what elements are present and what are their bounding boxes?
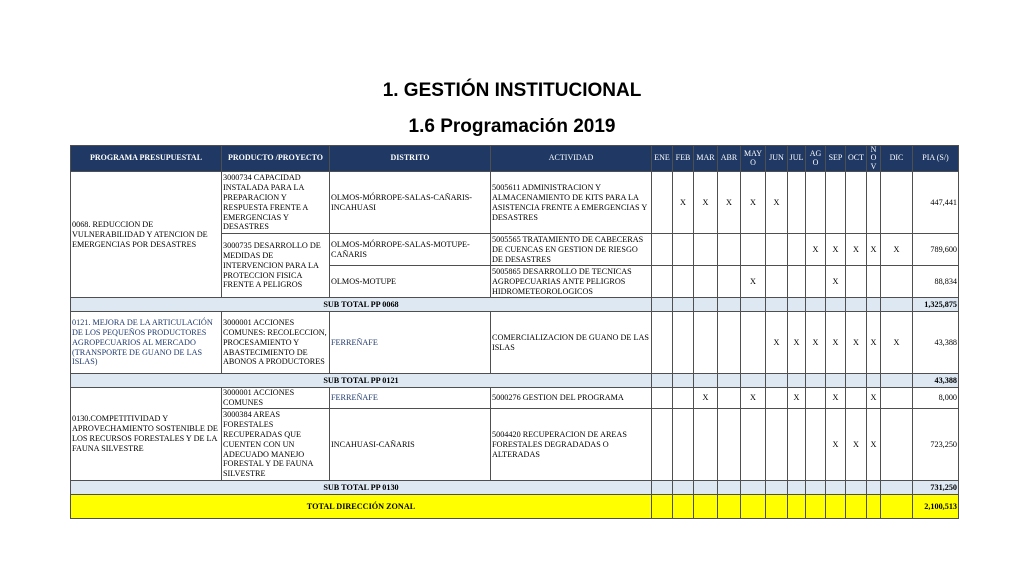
month-cell <box>806 409 826 481</box>
month-cell: X <box>846 234 867 266</box>
month-cell <box>846 266 867 298</box>
pia-cell: 723,250 <box>913 409 959 481</box>
month-cell <box>652 172 673 234</box>
col-header-actividad: ACTIVIDAD <box>491 146 652 172</box>
month-cell <box>673 234 694 266</box>
month-cell: X <box>766 312 788 374</box>
distrito-cell: OLMOS-MOTUPE <box>330 266 491 298</box>
actividad-cell: 5005565 TRATAMIENTO DE CABECERAS DE CUENCAS EN GESTION DE RIESGO DE DESASTRES <box>491 234 652 266</box>
month-cell <box>718 266 741 298</box>
subtotal-row <box>71 481 959 495</box>
col-header-dic: DIC <box>881 146 913 172</box>
month-cell: X <box>806 312 826 374</box>
month-cell <box>846 388 867 409</box>
month-cell <box>741 234 766 266</box>
month-cell: X <box>867 409 881 481</box>
producto-cell: 3000001 ACCIONES COMUNES <box>222 388 330 409</box>
subtotal-value: 1,325,875 <box>913 298 959 312</box>
distrito-cell: INCAHUASI-CAÑARIS <box>330 409 491 481</box>
month-cell <box>766 409 788 481</box>
month-cell: X <box>826 266 846 298</box>
month-cell <box>881 172 913 234</box>
month-cell <box>718 409 741 481</box>
month-cell <box>673 312 694 374</box>
col-header-feb: FEB <box>673 146 694 172</box>
month-cell <box>826 172 846 234</box>
col-header-mar: MAR <box>694 146 718 172</box>
month-cell <box>881 409 913 481</box>
producto-cell: 3000001 ACCIONES COMUNES: RECOLECCION, PROCESAMIENTO Y ABASTECIMIENTO DE ABONOS A PRODUCTORES <box>222 312 330 374</box>
month-cell <box>718 312 741 374</box>
col-header-programa: PROGRAMA PRESUPUESTAL <box>71 146 222 172</box>
total-label: TOTAL DIRECCIÓN ZONAL <box>71 495 652 519</box>
programa-cell: 0130.COMPETITIVIDAD Y APROVECHAMIENTO SOSTENIBLE DE LOS RECURSOS FORESTALES Y DE LA FAUNA SILVESTRE <box>71 388 222 481</box>
distrito-cell: OLMOS-MÓRROPE-SALAS-MOTUPE-CAÑARIS <box>330 234 491 266</box>
pia-cell: 789,600 <box>913 234 959 266</box>
col-header-jul: JUL <box>788 146 806 172</box>
total-row <box>71 495 959 519</box>
actividad-cell: 5005611 ADMINISTRACION Y ALMACENAMIENTO DE KITS PARA LA ASISTENCIA FRENTE A EMERGENCIAS Y DESASTRES <box>491 172 652 234</box>
month-cell <box>867 172 881 234</box>
col-header-distrito: DISTRITO <box>330 146 491 172</box>
month-cell: X <box>694 172 718 234</box>
pia-cell: 88,834 <box>913 266 959 298</box>
distrito-cell: FERREÑAFE <box>330 388 491 409</box>
col-header-producto: PRODUCTO /PROYECTO <box>222 146 330 172</box>
month-cell: X <box>867 388 881 409</box>
distrito-cell: FERREÑAFE <box>330 312 491 374</box>
month-cell: X <box>867 312 881 374</box>
page-title: 1. GESTIÓN INSTITUCIONAL <box>382 80 642 101</box>
month-cell <box>766 388 788 409</box>
pia-cell: 447,441 <box>913 172 959 234</box>
month-cell <box>694 409 718 481</box>
actividad-cell: COMERCIALIZACION DE GUANO DE LAS ISLAS <box>491 312 652 374</box>
month-cell <box>806 172 826 234</box>
month-cell <box>673 409 694 481</box>
month-cell: X <box>788 388 806 409</box>
month-cell <box>741 312 766 374</box>
subtotal-value: 43,388 <box>913 374 959 388</box>
programa-cell: 0068. REDUCCION DE VULNERABILIDAD Y ATENCION DE EMERGENCIAS POR DESASTRES <box>71 172 222 298</box>
month-cell: X <box>741 388 766 409</box>
col-header-pia: PIA (S/) <box>913 146 959 172</box>
subtotal-label: SUB TOTAL PP 0130 <box>71 481 652 495</box>
month-cell <box>652 409 673 481</box>
programa-cell: 0121. MEJORA DE LA ARTICULACIÓN DE LOS PEQUEÑOS PRODUCTORES AGROPECUARIOS AL MERCADO (TRANSPORTE DE GUANO DE LAS ISLAS) <box>71 312 222 374</box>
col-header-ene: ENE <box>652 146 673 172</box>
month-cell <box>652 388 673 409</box>
programming-table <box>70 145 959 519</box>
month-cell: X <box>826 388 846 409</box>
month-cell <box>806 388 826 409</box>
month-cell <box>766 266 788 298</box>
month-cell: X <box>826 234 846 266</box>
month-cell: X <box>788 312 806 374</box>
month-cell: X <box>741 172 766 234</box>
month-cell: X <box>806 234 826 266</box>
month-cell: X <box>673 172 694 234</box>
col-header-oct: OCT <box>846 146 867 172</box>
month-cell <box>694 234 718 266</box>
month-cell: X <box>826 312 846 374</box>
month-cell <box>806 266 826 298</box>
month-cell: X <box>766 172 788 234</box>
table-row <box>71 388 959 409</box>
page-subtitle: 1.6 Programación 2019 <box>408 116 616 137</box>
producto-cell: 3000384 AREAS FORESTALES RECUPERADAS QUE CUENTEN CON UN ADECUADO MANEJO FORESTAL Y DE FAUNA SILVESTRE <box>222 409 330 481</box>
pia-cell: 43,388 <box>913 312 959 374</box>
subtotal-row <box>71 298 959 312</box>
month-cell: X <box>826 409 846 481</box>
subtotal-value: 731,250 <box>913 481 959 495</box>
col-header-abr: ABR <box>718 146 741 172</box>
month-cell: X <box>846 312 867 374</box>
month-cell <box>718 234 741 266</box>
pia-cell: 8,000 <box>913 388 959 409</box>
actividad-cell: 5004420 RECUPERACION DE AREAS FORESTALES DEGRADADAS O ALTERADAS <box>491 409 652 481</box>
col-header-may: MAYO <box>741 146 766 172</box>
producto-cell: 3000734 CAPACIDAD INSTALADA PARA LA PREPARACION Y RESPUESTA FRENTE A EMERGENCIAS Y DESASTRES <box>222 172 330 234</box>
actividad-cell: 5000276 GESTION DEL PROGRAMA <box>491 388 652 409</box>
col-header-nov: NOV <box>867 146 881 172</box>
month-cell <box>652 234 673 266</box>
month-cell <box>741 409 766 481</box>
subtotal-row <box>71 374 959 388</box>
month-cell <box>788 172 806 234</box>
table-row <box>71 172 959 234</box>
month-cell: X <box>718 172 741 234</box>
table-header-row <box>71 146 959 172</box>
month-cell <box>652 312 673 374</box>
month-cell: X <box>867 234 881 266</box>
month-cell <box>881 388 913 409</box>
subtotal-label: SUB TOTAL PP 0068 <box>71 298 652 312</box>
month-cell: X <box>694 388 718 409</box>
month-cell <box>881 266 913 298</box>
month-cell <box>846 172 867 234</box>
subtotal-label: SUB TOTAL PP 0121 <box>71 374 652 388</box>
month-cell <box>788 266 806 298</box>
month-cell <box>718 388 741 409</box>
month-cell: X <box>881 312 913 374</box>
month-cell <box>652 266 673 298</box>
month-cell <box>867 266 881 298</box>
total-value: 2,100,513 <box>913 495 959 519</box>
col-header-jun: JUN <box>766 146 788 172</box>
month-cell: X <box>881 234 913 266</box>
month-cell <box>673 266 694 298</box>
month-cell <box>788 409 806 481</box>
month-cell <box>788 234 806 266</box>
month-cell <box>694 312 718 374</box>
month-cell: X <box>846 409 867 481</box>
month-cell <box>694 266 718 298</box>
col-header-sep: SEP <box>826 146 846 172</box>
month-cell <box>766 234 788 266</box>
table-row <box>71 312 959 374</box>
month-cell: X <box>741 266 766 298</box>
col-header-ago: AGO <box>806 146 826 172</box>
month-cell <box>673 388 694 409</box>
producto-cell: 3000735 DESARROLLO DE MEDIDAS DE INTERVENCION PARA LA PROTECCION FISICA FRENTE A PELIGROS <box>222 234 330 298</box>
distrito-cell: OLMOS-MÓRROPE-SALAS-CAÑARIS-INCAHUASI <box>330 172 491 234</box>
actividad-cell: 5005865 DESARROLLO DE TECNICAS AGROPECUARIAS ANTE PELIGROS HIDROMETEOROLOGICOS <box>491 266 652 298</box>
